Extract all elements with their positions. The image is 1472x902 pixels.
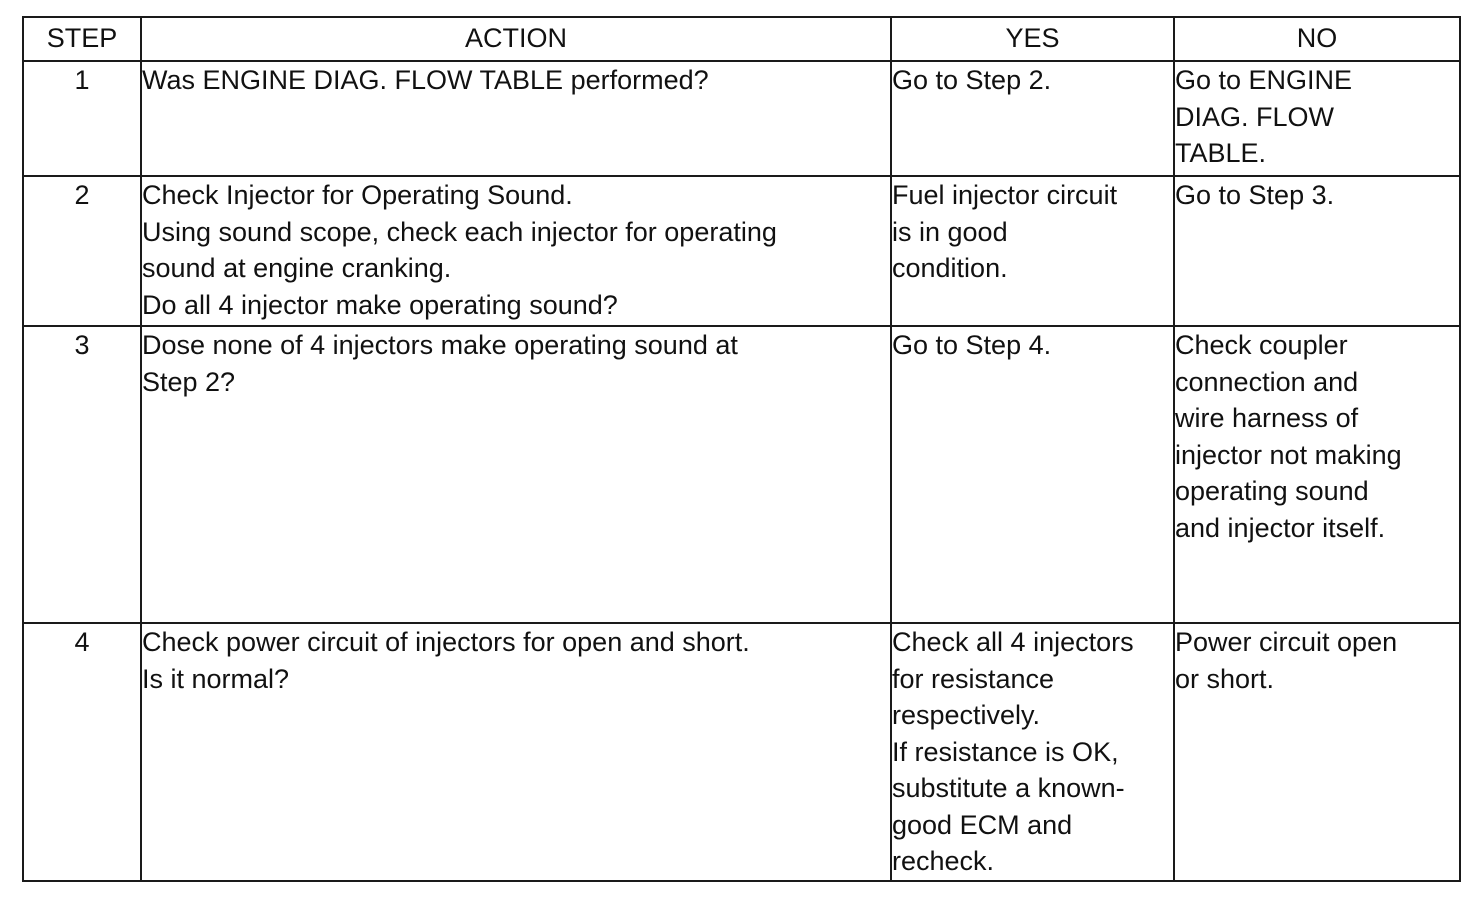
yes-line: condition. — [892, 253, 1008, 283]
yes-line: If resistance is OK, — [892, 736, 1119, 767]
diagnostic-table — [22, 16, 1461, 882]
no-line: Check coupler — [1175, 330, 1348, 360]
yes-cell — [891, 623, 1174, 881]
yes-line: substitute a known- — [892, 773, 1125, 803]
no-line: injector not making — [1175, 439, 1402, 470]
step-number: 1 — [23, 61, 141, 176]
action-line: Check Injector for Operating Sound. — [142, 180, 573, 210]
step-number: 4 — [23, 623, 141, 881]
no-line: Go to ENGINE — [1175, 65, 1353, 95]
step-number: 3 — [23, 326, 141, 623]
header-step: STEP — [23, 17, 141, 61]
step-number: 2 — [23, 176, 141, 326]
action-cell — [141, 176, 891, 326]
no-line: Go to Step 3. — [1175, 180, 1335, 210]
no-line: or short. — [1175, 663, 1275, 694]
yes-line: for resistance — [892, 663, 1055, 694]
no-line: Power circuit open — [1175, 627, 1398, 657]
action-cell — [141, 326, 891, 623]
yes-line: Check all 4 injectors — [892, 627, 1134, 657]
table-row — [23, 176, 1460, 326]
yes-cell — [891, 176, 1174, 326]
no-line: and injector itself. — [1175, 512, 1386, 543]
no-line: connection and — [1175, 366, 1359, 397]
action-line: Using sound scope, check each injector for operating — [142, 216, 777, 247]
table-row — [23, 326, 1460, 623]
action-line: Check power circuit of injectors for open and short. — [142, 627, 750, 657]
yes-line: good ECM and — [892, 809, 1073, 840]
action-cell — [141, 61, 891, 176]
header-yes: YES — [891, 17, 1174, 61]
action-line: Step 2? — [142, 366, 236, 397]
yes-line: Go to Step 4. — [892, 330, 1052, 360]
yes-line: is in good — [892, 216, 1008, 247]
yes-cell — [891, 61, 1174, 176]
action-cell — [141, 623, 891, 881]
action-line: Dose none of 4 injectors make operating sound at — [142, 330, 738, 360]
no-cell — [1174, 326, 1460, 623]
yes-line: respectively. — [892, 700, 1041, 730]
no-cell — [1174, 623, 1460, 881]
no-line: operating sound — [1175, 476, 1369, 506]
action-line: Is it normal? — [142, 663, 290, 694]
no-cell — [1174, 61, 1460, 176]
no-line: TABLE. — [1175, 138, 1267, 168]
no-line: DIAG. FLOW — [1175, 101, 1335, 132]
yes-line: recheck. — [892, 846, 995, 876]
no-line: wire harness of — [1175, 403, 1359, 433]
yes-line: Fuel injector circuit — [892, 180, 1118, 210]
action-line: Was ENGINE DIAG. FLOW TABLE performed? — [142, 65, 709, 95]
yes-line: Go to Step 2. — [892, 65, 1052, 95]
yes-cell — [891, 326, 1174, 623]
action-line: Do all 4 injector make operating sound? — [142, 289, 618, 320]
table-row — [23, 61, 1460, 176]
header-row — [23, 17, 1460, 61]
no-cell — [1174, 176, 1460, 326]
header-action: ACTION — [141, 17, 891, 61]
header-no: NO — [1174, 17, 1460, 61]
table-row — [23, 623, 1460, 881]
action-line: sound at engine cranking. — [142, 253, 452, 283]
